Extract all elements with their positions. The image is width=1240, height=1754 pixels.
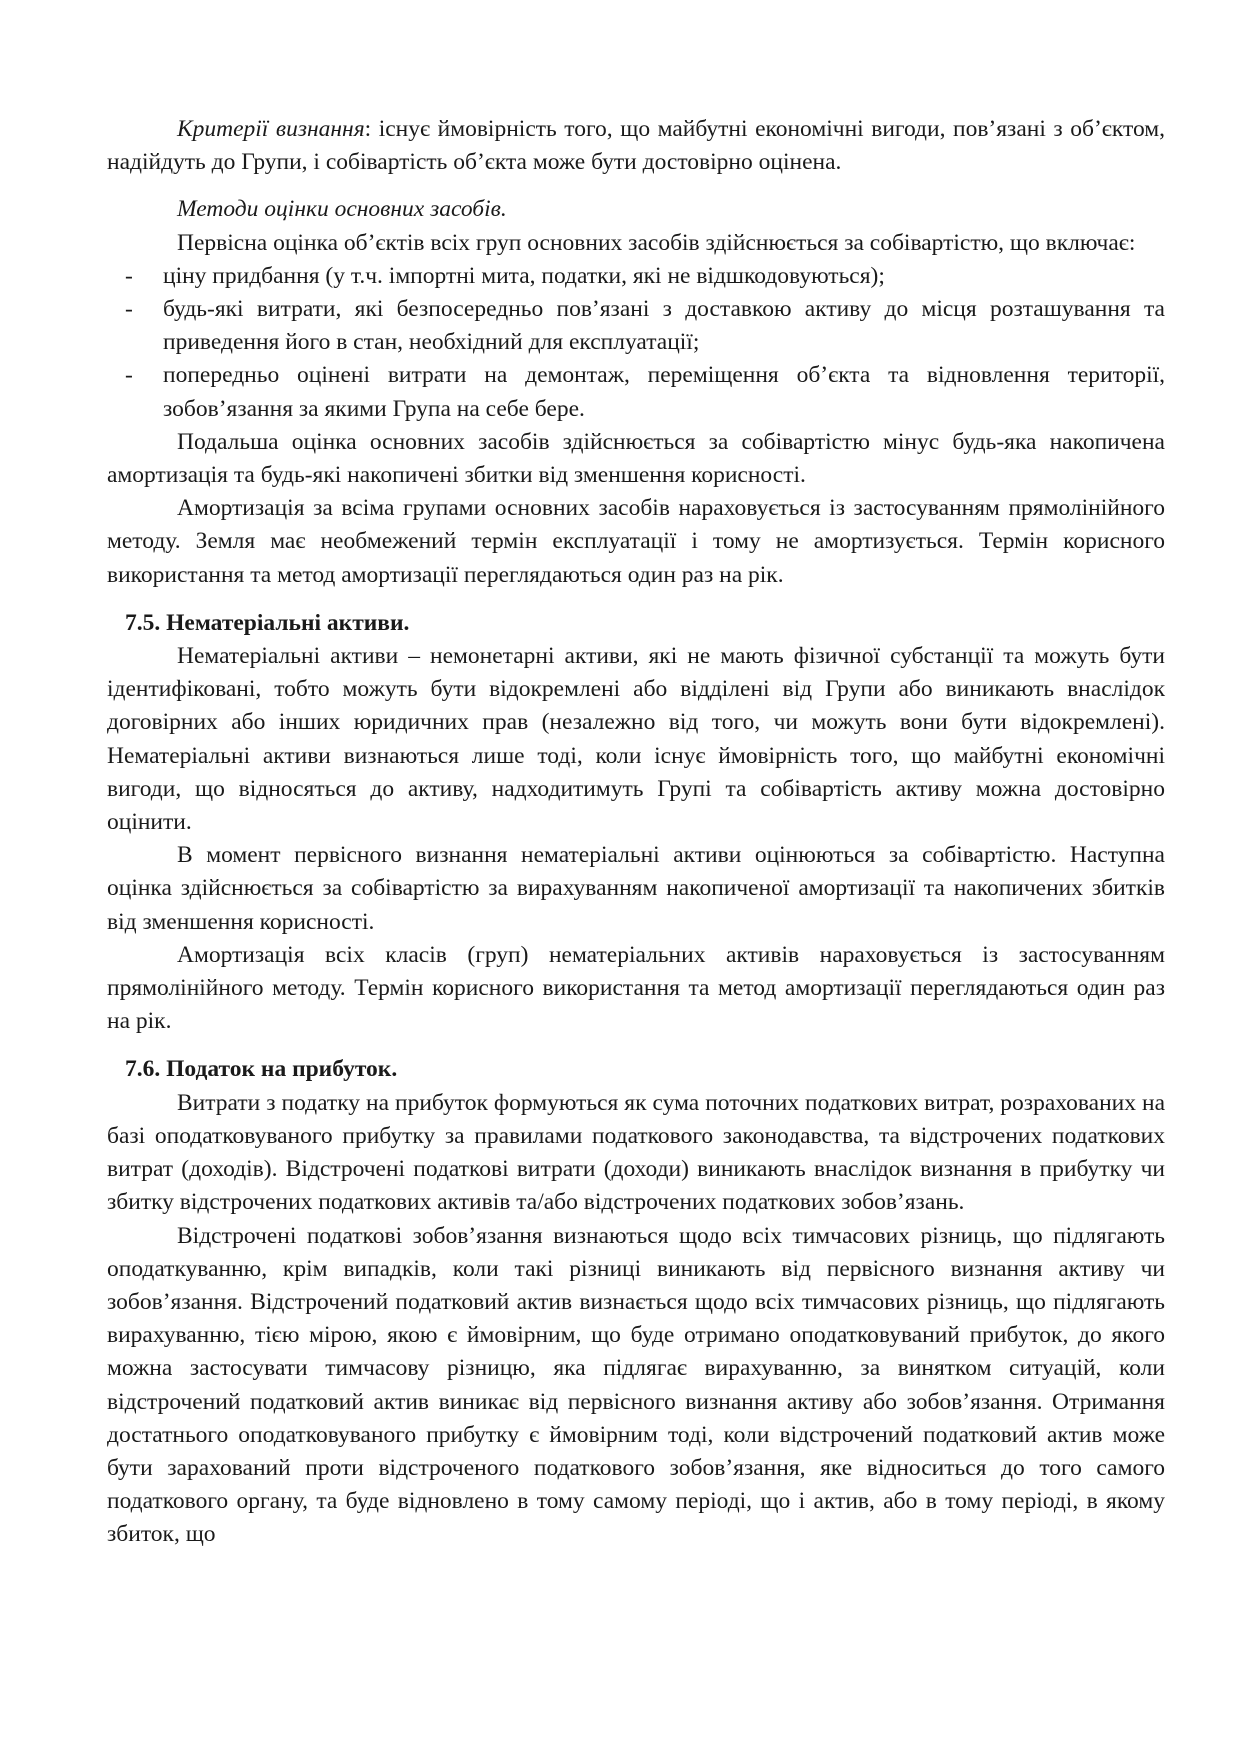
recognition-criteria-text: : існує ймовірність того, що майбутні економічні вигоди, пов’язані з об’єктом, надійдуть до Групи, і собівартість об’єкта може бути достовірно оцінена. [107,116,1165,176]
bullet-dash: - [125,362,133,389]
section-heading-income-tax: 7.6. Податок на прибуток. [125,1056,398,1083]
income-tax-paragraph: Відстрочені податкові зобов’язання визнаються щодо всіх тимчасових різниць, що підлягають оподаткуванню, крім випадків, коли такі різниці виникають від первісного визнання активу чи зобов’язання. Відстрочений податковий актив визнається щодо всіх тимчасових різниць, що підлягають вирахуванню, тією мірою, якою є ймовірним, що буде отримано оподатковуваний прибуток, до якого можна застосувати тимчасову різницю, яка підлягає вирахуванню, за винятком ситуацій, коли відстрочений податковий актив виникає від первісного визнання активу або зобов’язання. Отримання достатнього оподатковуваного прибутку є ймовірним тоді, коли відстрочений податковий актив може бути зарахований проти відстроченого податкового зобов’язання, яке відноситься до того самого податкового органу, та буде відновлено в тому самому періоді, що і актив, або в тому періоді, в якому збиток, що [107,1222,1165,1548]
bullet-text: будь-які витрати, які безпосередньо пов’язані з доставкою активу до місця розташування та приведення його в стан, необхідний для експлуатації; [163,296,1165,356]
initial-valuation-paragraph: Первісна оцінка об’єктів всіх груп основних засобів здійснюється за собівартістю, що включає: [177,229,1136,256]
bullet-text: попередньо оцінені витрати на демонтаж, переміщення об’єкта та відновлення території, зобов’язання за якими Група на себе бере. [163,362,1165,422]
bullet-dash: - [125,262,133,289]
bullet-dash: - [125,296,133,323]
intangible-assets-paragraph: В момент первісного визнання нематеріальні активи оцінюються за собівартістю. Наступна оцінка здійснюється за собівартістю за вирахуванням накопиченої амортизації та накопичених збитків від зменшення корисності. [107,842,1165,935]
bullet-item [107,293,1165,359]
page-content [107,113,1165,1552]
bullet-item [107,260,1165,293]
recognition-criteria-paragraph [107,113,1165,179]
methods-subheading-text: Методи оцінки основних засобів. [177,196,507,223]
bullet-text: ціну придбання (у т.ч. імпортні мита, податки, які не відшкодовуються); [163,262,885,289]
intangible-assets-paragraph: Нематеріальні активи – немонетарні активи, які не мають фізичної субстанції та можуть бути ідентифіковані, тобто можуть бути відокремлені або відділені від Групи або виникають внаслідок договірних або інших юридичних прав (незалежно від того, чи можуть вони бути відокремлені). Нематеріальні активи визнаються лише тоді, коли існує ймовірність того, що майбутні економічні вигоди, що відносяться до активу, надходитимуть Групі та собівартість активу можна достовірно оцінити. [107,643,1165,836]
bullet-item [107,359,1165,425]
subsequent-valuation-paragraph: Подальша оцінка основних засобів здійснюється за собівартістю мінус будь-яка накопичена амортизація та будь-які накопичені збитки від зменшення корисності. [107,428,1165,489]
recognition-criteria-label: Критерії визнання [177,116,365,142]
depreciation-paragraph: Амортизація за всіма групами основних засобів нараховується із застосуванням прямолінійного методу. Земля має необмежений термін експлуатації і тому не амортизується. Термін корисного використання та метод амортизації переглядаються один раз на рік. [107,495,1165,588]
income-tax-paragraph: Витрати з податку на прибуток формуються як сума поточних податкових витрат, розрахованих на базі оподатковуваного прибутку за правилами податкового законодавства, та відстрочених податкових витрат (доходів). Відстрочені податкові витрати (доходи) виникають внаслідок визнання в прибутку чи збитку відстрочених податкових активів та/або відстрочених податкових зобов’язань. [107,1089,1165,1216]
intangible-assets-paragraph: Амортизація всіх класів (груп) нематеріальних активів нараховується із застосуванням прямолінійного методу. Термін корисного використання та метод амортизації переглядаються один раз на рік. [107,941,1165,1035]
methods-subheading [107,193,1165,226]
section-heading-intangible-assets: 7.5. Нематеріальні активи. [125,609,410,636]
